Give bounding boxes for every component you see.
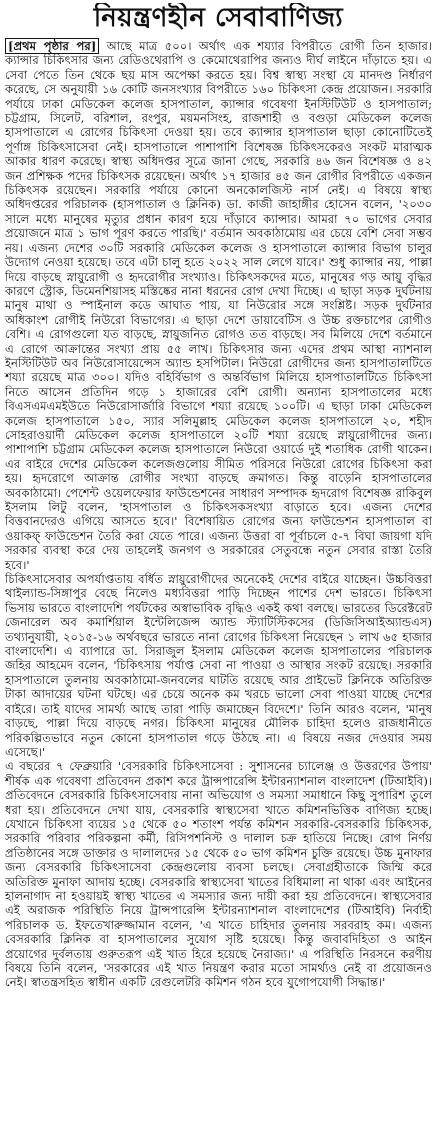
article-body — [5, 39, 432, 990]
headline: নিয়ন্ত্রণহীন সেবাবাণিজ্য — [93, 3, 344, 33]
paragraph-text: আছে মাত্র ৫০০। অর্থাৎ এক শয্যার বিপরীতে রোগী তিন হাজার। ক্যান্সার চিকিৎসার জন্য রেডিওথেরাপি ও কেমোথেরাপির জন্যও দীর্ঘ লাইনে দাঁড়াতে হয়। এ সেবা পেতে তিন থেকে ছয় মাস অপেক্ষা করতে হয়। বিশ্ব স্বাস্থ্য সংস্থা যে মানদণ্ড নির্ধারণ করেছে, সে অনুযায়ী ১৬ কোটি জনসংখ্যার বিপরীতে ১৬০ চিকিৎসা কেন্দ্র প্রয়োজন। সরকারি পর্যায়ে ঢাকা মেডিকেল কলেজ হাসপাতাল, ক্যান্সার গবেষণা ইনস্টিটিউট ও হাসপাতাল; চট্টগ্রাম, সিলেট, বরিশাল, রংপুর, ময়মনসিংহ, রাজশাহী ও বগুড়া মেডিকেল কলেজ হাসপাতালে এ রোগের চিকিৎসা দেওয়া হয়। তবে ক্যান্সার হাসপাতাল ছাড়া কোনোটিতেই পূর্ণাঙ্গ চিকিৎসাসেবা নেই। হাসপাতালে পাশাপাশি বিশেষজ্ঞ চিকিৎসকেরও সংকট মারাত্মক আকার ধারণ করেছে। স্বাস্থ্য অধিদপ্তর সূত্রে জানা গেছে, সরকারি ৪৬ জন বিশেষজ্ঞ ও ৪২ জন প্রশিক্ষক পদের চিকিৎসক রয়েছেন। অর্থাৎ ১৭ হাজার ৪৫ জন রোগীর বিপরীতে একজন চিকিৎসক রয়েছেন। সরকারি পর্যায়ে কোনো অনকোলজিস্ট নার্স নেই। এ বিষয়ে স্বাস্থ্য অধিদপ্তরের পরিচালক (হাসপাতাল ও ক্লিনিক) ডা. কাজী জাহাঙ্গীর হোসেন বলেন, '২০৩০ সালে মধ্যে মানুষের মৃত্যুর প্রধান কারণ হয়ে দাঁড়াবে ক্যান্সার। আমরা ৭০ ভাগের সেবার প্রয়োজনে মাত্র ১ ভাগ পূরণ করতে পারছি।' বর্তমান অবকাঠামোয় এর চেয়ে বেশি সেবা সম্ভব নয়। এজন্য দেশের ৩০টি সরকারি মেডিকেল কলেজ ও হাসপাতালে ক্যান্সার বিভাগ চালুর উদ্যোগ নেওয়া হয়েছে। তবে এটা চালু হতে ২০২২ সাল লেগে যাবে।' শুধু ক্যান্সার নয়, পাল্লা দিয়ে বাড়ছে স্নায়ুরোগী ও হৃদরোগীর সংখ্যাও। চিকিৎসকদের মতে, মানুষের গড় আয়ু বৃদ্ধির কারণে স্ট্রোক, ডিমেনশিয়াসহ মস্তিষ্কের নানা ধরনের রোগ দেখা দিচ্ছে। এ ছাড়া সড়ক দুর্ঘটনায় মানুষ মাথা ও স্পাইনাল কডে আঘাত পায়, যা নিউরোর সঙ্গে সংশ্লিষ্ট। সড়ক দুর্ঘটনার অধিকাংশ রোগীই নিউরো বিভাগের। এ ছাড়া দেশে ডায়াবেটিস ও উচ্চ রক্তচাপের রোগীও বেশি। এ রোগগুলো যত বাড়ছে, স্নায়ুজনিত রোগও তত বাড়ছে। সব মিলিয়ে দেশে বর্তমানে এ রোগে আক্রান্তের সংখ্যা প্রায় ৫৫ লাখ। চিকিৎসার জন্য এদের প্রথম আস্থা ন্যাশনাল ইনস্টিটিউট অব নিউরোসায়েন্সেস অ্যান্ড হসপিটাল। নিউরো রোগীদের জন্য হাসপাতালটিতে শয্যা রয়েছে মাত্র ৩০০। যদিও বহির্বিভাগ ও অন্তর্বিভাগ মিলিয়ে হাসপাতালটিতে চিকিৎসা নিতে আসেন প্রতিদিন গড়ে ১ হাজারের বেশি রোগী। অন্যান্য হাসপাতালের মধ্যে বিএসএমএমইউতে নিউরোসার্জারি বিভাগে শয্যা রয়েছে ১০০টি। এ ছাড়া ঢাকা মেডিকেল কলেজ হাসপাতালে ১৫০, স্যার সলিমুল্লাহ মেডিকেল কলেজ হাসপাতালে ২০, শহীদ সোহরাওয়ার্দী মেডিকেল কলেজ হাসপাতালে ২০টি শয্যা রয়েছে স্নায়ুরোগীদের জন্য। পাশাপাশি চট্টগ্রাম মেডিকেল কলেজ হাসপাতালে নিউরো ওয়ার্ডে দুই শতাধিক রোগী থাকেন। এর বাইরে দেশের মেডিকেল কলেজগুলোয় সীমিত পরিসরে নিউরো রোগের চিকিৎসা করা হয়। হৃদরোগে আক্রান্ত রোগীর সংখ্যা বাড়ছে ক্রমাগত। কিন্তু বাড়েনি হাসপাতালের অবকাঠামো। পেশেন্ট ওয়েলফেয়ার ফাউন্ডেশনের সাধারণ সম্পাদক হৃদরোগ বিশেষজ্ঞ রাকিবুল ইসলাম লিটু বলেন, 'হাসপাতাল ও চিকিৎসকসংখ্যা বাড়াতে হবে। এজন্য দেশের বিত্তবানদেরও এগিয়ে আসতে হবে।' বিশেষায়িত রোগের জন্য ফাউন্ডেশন হাসপাতাল বা ওয়াকফ্ ফাউন্ডেশন তৈরি করা যেতে পারে। এজন্য উত্তরা বা পূর্বাচলে ৫-৭ বিঘা জায়গা যদি সরকার ব্যবস্থা করে দেয় তাহলেই জনগণ ও সরকারের সেতুবন্ধে নতুন সেবার রাস্তা তৈরি হবে।' — [5, 39, 432, 572]
article-paragraph — [5, 39, 432, 572]
article-paragraph: চিকিৎসাসেবার অপর্যাপ্ততায় বর্ধিত স্নায়ুরোগীদের অনেকেই দেশের বাইরে যাচ্ছেন। উচ্চবিত্তরা থাইল্যান্ড-সিঙ্গাপুর বেছে নিলেও মধ্যবিত্তরা পাড়ি দিচ্ছেন পাশের দেশ ভারতে। চিকিৎসা ভিসায় ভারতে বাংলাদেশি পর্যটকের অস্বাভাবিক বৃদ্ধিও একই কথা বলছে। ভারতের ডিরেক্টরেট জেনারেল অব কমার্শিয়াল ইন্টেলিজেন্স অ্যান্ড স্ট্যাটিস্টিকসের (ডিজিসিআইঅ্যান্ডএস) তথ্যানুযায়ী, ২০১৫-১৬ অর্থবছরে ভারতে নানা রোগের চিকিৎসা নিয়েছেন ১ লাখ ৬৫ হাজার বাংলাদেশি। এ ব্যাপারে ডা. সিরাজুল ইসলাম মেডিকেল কলেজ হাসপাতালের পরিচালক জহির আহমেদ বলেন, 'চিকিৎসায় পর্যাপ্ত সেবা না পাওয়া ও আস্থার সংকট রয়েছে। সরকারি হাসপাতালে তুলনায় অবকাঠামো-জনবলের ঘাটতি রয়েছে আর প্রাইভেট ক্লিনিকে অতিরিক্ত টাকা আদায়ের ঘটনা ঘটছে। এর চেয়ে অনেক কম খরচে ভালো সেবা পাওয়া যাচ্ছে দেশের বাইরে। তাই যাদের সামর্থ্য আছে তারা পাড়ি জমাচ্ছেন বিদেশে।' তিনি আরও বলেন, 'মানুষ বাড়ছে, পাল্লা দিয়ে বাড়ছে নগর। চিকিৎসা মানুষের মৌলিক চাহিদা হলেও রাজধানীতে পরিকল্পিতভাবে নতুন কোনো হাসপাতাল গড়ে উঠছে না। এ বিষয়ে নজর দেওয়ার সময় এসেছে।' — [5, 572, 432, 759]
article-paragraph: এ বছরের ৭ ফেব্রুয়ারি 'বেসরকারি চিকিৎসাসেবা : সুশাসনের চ্যালেঞ্জ ও উত্তরণের উপায়' শীর্ষক এক গবেষণা প্রতিবেদন প্রকাশ করে ট্রান্সপারেন্সি ইন্টারন্যাশনাল বাংলাদেশ (টিআইবি)। প্রতিবেদনে বেসরকারি চিকিৎসাসেবায় নানা অভিযোগ ও সমস্যা সমাধানে কিছু সুপারিশ তুলে ধরা হয়। প্রতিবেদনে দেখা যায়, বেসরকারি স্বাস্থ্যসেবা খাতে কমিশনভিত্তিক বাণিজ্য হচ্ছে। যেখানে চিকিৎসা ব্যয়ের ১৫ থেকে ৫০ শতাংশ পর্যন্ত কমিশন সরকারি-বেসরকারি চিকিৎসক, সরকারি পরিবার পরিকল্পনা কর্মী, রিসিপশনিস্ট ও দালাল চক্র হাতিয়ে নিচ্ছে। রোগ নির্ণয় প্রতিষ্ঠানের সঙ্গে ডাক্তার ও দালালদের ১৫ থেকে ৫০ ভাগ কমিশন চুক্তি রয়েছে। উচ্চ মুনাফার জন্য বেসরকারি চিকিৎসাসেবা কেন্দ্রগুলোয় ব্যবসা চলছে। সেবাগ্রহীতাকে জিম্মি করে অতিরিক্ত মুনাফা আদায় হচ্ছে। বেসরকারি স্বাস্থ্যসেবা খাতের বিধিমালা না থাকা এবং আইনের হালনাগাদ না হওয়ায়ই স্বাস্থ্য খাতের এ সমস্যার জন্য দায়ী করা হয় প্রতিবেদনে। স্বাস্থ্যসেবার এই অরাজক পরিস্থিতি নিয়ে ট্রান্সপারেন্সি ইন্টারন্যাশনাল বাংলাদেশের (টিআইবি) নির্বাহী পরিচালক ড. ইফতেখারুজ্জামান বলেন, 'এ খাতে চাহিদার তুলনায় সরবরাহ কম। এজন্য বেসরকারি ক্লিনিক বা হাসপাতালের সুযোগ সৃষ্টি হয়েছে। কিন্তু জবাবদিহিতা ও আইন প্রয়োগের দুর্বলতায় গুরুতরূপ এই খাত হিরে হয়েছে নৈরাজ্য।' এ পরিস্থিতি নিরসনে করণীয় বিষয়ে তিনি বলেন, 'সরকারের এই খাত নিয়ন্ত্রণ করার মতো সামর্থ্যও নেই বা প্রয়োজনও নেই। স্বাতন্ত্রসহিত স্বাধীন একটি রেগুলেটরি কমিশন গঠন হবে যুগোপযোগী সিদ্ধান্ত।' — [5, 759, 433, 990]
continuation-label: [প্রথম পৃষ্ঠার পর] — [5, 38, 99, 54]
